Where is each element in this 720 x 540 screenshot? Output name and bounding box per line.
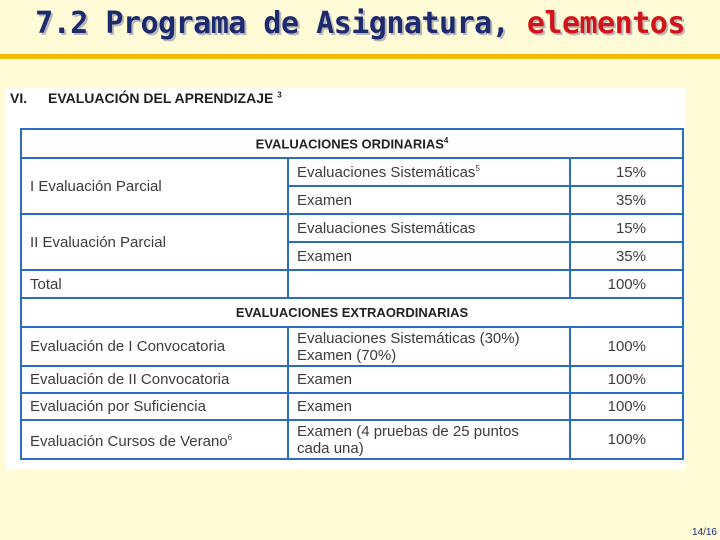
ordinarias-header: EVALUACIONES ORDINARIAS$^4$	[21, 129, 683, 158]
page-number: 14/16	[691, 527, 717, 538]
table-row	[21, 393, 683, 420]
ordinarias-header-row	[21, 129, 683, 158]
total-empty-cell	[288, 270, 570, 298]
item-label: Examen	[288, 186, 570, 214]
total-value: 100%	[570, 270, 683, 298]
section-heading	[10, 90, 282, 106]
item-label: Examen	[288, 242, 570, 270]
extraordinarias-header: EVALUACIONES EXTRAORDINARIAS	[21, 298, 683, 327]
item-value: 35%	[570, 242, 683, 270]
extraordinarias-header-row	[21, 298, 683, 327]
ordinarias-footnote-mark: 4	[443, 135, 449, 145]
table-row	[21, 366, 683, 393]
row-detail: Examen	[288, 366, 570, 393]
row-detail: Examen	[288, 393, 570, 420]
table-row	[21, 420, 683, 459]
table-row	[21, 158, 683, 186]
row-detail: Examen (4 pruebas de 25 puntos cada una)	[288, 420, 570, 459]
slide-title	[0, 0, 720, 50]
group-label: I Evaluación Parcial	[21, 158, 288, 214]
total-row	[21, 270, 683, 298]
item-value: 15%	[570, 158, 683, 186]
section-number: VI.	[10, 90, 28, 106]
row-label: Evaluación Cursos de Verano$^6$	[21, 420, 288, 459]
item-value: 35%	[570, 186, 683, 214]
row-label: Evaluación por Suficiencia	[21, 393, 288, 420]
item-label: Evaluaciones Sistemáticas	[288, 214, 570, 242]
evaluation-table	[20, 128, 684, 460]
item-label: Evaluaciones Sistemáticas$^5$	[288, 158, 570, 186]
item-value: 15%	[570, 214, 683, 242]
slide-title-main: 7.2 Programa de Asignatura,	[35, 6, 510, 41]
row-label: Evaluación de II Convocatoria	[21, 366, 288, 393]
group-label: II Evaluación Parcial	[21, 214, 288, 270]
title-underline	[0, 54, 720, 59]
slide-title-highlight: elementos	[526, 6, 685, 41]
total-label: Total	[21, 270, 288, 298]
footnote-mark: 5	[475, 163, 480, 173]
row-detail: Evaluaciones Sistemáticas (30%) Examen (70%)	[288, 327, 570, 366]
content-panel	[6, 88, 686, 470]
table-row	[21, 214, 683, 242]
section-footnote-mark: 3	[277, 90, 282, 100]
row-value: 100%	[570, 393, 683, 420]
row-value: 100%	[570, 327, 683, 366]
section-title: EVALUACIÓN DEL APRENDIZAJE	[48, 90, 274, 106]
table-row	[21, 327, 683, 366]
row-label: Evaluación de I Convocatoria	[21, 327, 288, 366]
row-value: 100%	[570, 366, 683, 393]
row-value: 100%	[570, 420, 683, 459]
footnote-mark: 6	[227, 433, 233, 442]
